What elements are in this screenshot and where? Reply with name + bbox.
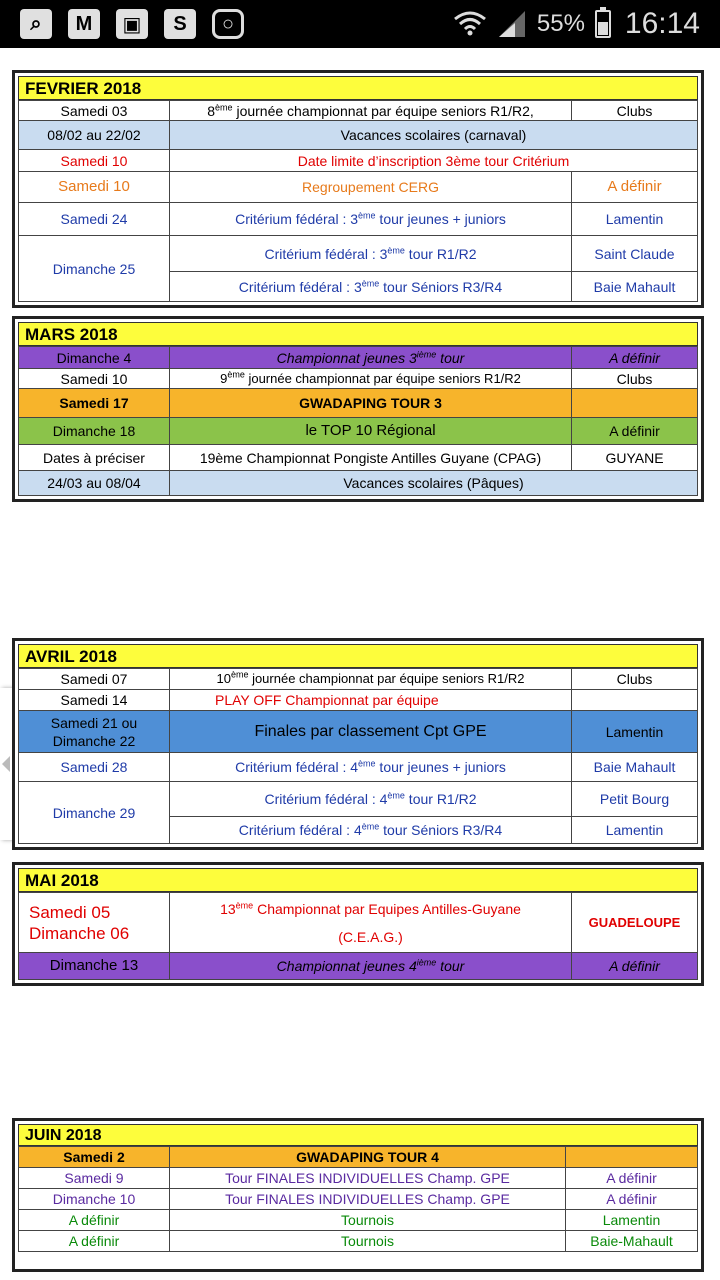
app-notification-icon: ⌕: [20, 9, 52, 39]
date-cell: Samedi 10: [19, 369, 170, 389]
month-title: FEVRIER 2018: [18, 76, 698, 100]
month-title: JUIN 2018: [18, 1124, 698, 1146]
event-cell: Critérium fédéral : 4ème tour Séniors R3/R4: [170, 817, 572, 844]
table-row: [19, 203, 698, 236]
table-row: [19, 1147, 698, 1168]
date-cell: Samedi 10: [19, 150, 170, 172]
event-cell: 10ème journée championnat par équipe seniors R1/R2: [170, 669, 572, 690]
table-row: [19, 172, 698, 203]
table-row: [19, 782, 698, 817]
table-row: [19, 711, 698, 753]
table-row: [19, 669, 698, 690]
date-cell: Dimanche 29: [19, 782, 170, 844]
event-cell: Regroupement CERG: [170, 172, 572, 203]
date-cell: Samedi 14: [19, 690, 170, 711]
location-cell: GUYANE: [572, 445, 698, 471]
location-cell: A définir: [566, 1168, 698, 1189]
event-cell: GWADAPING TOUR 3: [170, 389, 572, 418]
event-cell: Championnat jeunes 3ième tour: [170, 347, 572, 369]
location-cell: Clubs: [572, 101, 698, 121]
table-row: [19, 1189, 698, 1210]
date-cell: Dimanche 25: [19, 236, 170, 302]
event-cell: Vacances scolaires (Pâques): [170, 471, 698, 496]
table-row: [19, 445, 698, 471]
location-cell: A définir: [566, 1189, 698, 1210]
date-cell: Samedi 05 Dimanche 06: [19, 893, 170, 953]
event-cell: Tournois: [170, 1210, 566, 1231]
schedule-table: [18, 668, 698, 844]
date-cell: Samedi 07: [19, 669, 170, 690]
skype-icon: S: [164, 9, 196, 39]
date-cell: Dates à préciser: [19, 445, 170, 471]
month-block-june: [12, 1118, 704, 1272]
event-cell: Critérium fédéral : 3ème tour R1/R2: [170, 236, 572, 272]
event-cell: GWADAPING TOUR 4: [170, 1147, 566, 1168]
table-row: [19, 893, 698, 953]
date-cell: Dimanche 4: [19, 347, 170, 369]
location-cell: Baie-Mahault: [566, 1231, 698, 1252]
date-cell: Samedi 24: [19, 203, 170, 236]
event-cell: 8ème journée championnat par équipe seniors R1/R2,: [170, 101, 572, 121]
location-cell: Lamentin: [572, 817, 698, 844]
location-cell: Lamentin: [572, 203, 698, 236]
date-cell: A définir: [19, 1231, 170, 1252]
date-cell: Samedi 03: [19, 101, 170, 121]
date-cell: Dimanche 10: [19, 1189, 170, 1210]
location-cell: Saint Claude: [572, 236, 698, 272]
schedule-table: [18, 1146, 698, 1252]
date-cell: A définir: [19, 1210, 170, 1231]
event-cell: Date limite d’inscription 3ème tour Critérium: [170, 150, 698, 172]
location-cell: Lamentin: [566, 1210, 698, 1231]
table-row: [19, 690, 698, 711]
table-row: [19, 121, 698, 150]
schedule-table: [18, 346, 698, 496]
event-cell: 19ème Championnat Pongiste Antilles Guyane (CPAG): [170, 445, 572, 471]
location-cell: [572, 389, 698, 418]
month-title: MARS 2018: [18, 322, 698, 346]
battery-icon: [595, 10, 611, 38]
event-cell: Vacances scolaires (carnaval): [170, 121, 698, 150]
month-block-february: [12, 70, 704, 308]
gmail-icon: M: [68, 9, 100, 39]
date-cell: Dimanche 18: [19, 418, 170, 445]
signal-icon: [497, 9, 527, 39]
location-cell: Clubs: [572, 669, 698, 690]
location-cell: [572, 690, 698, 711]
table-row: [19, 1231, 698, 1252]
event-cell: 13ème Championnat par Equipes Antilles-Guyane (C.E.A.G.): [170, 893, 572, 953]
month-title: MAI 2018: [18, 868, 698, 892]
date-cell: Samedi 17: [19, 389, 170, 418]
event-cell: Championnat jeunes 4ième tour: [170, 953, 572, 980]
schedule-table: [18, 892, 698, 980]
date-cell: Samedi 9: [19, 1168, 170, 1189]
date-cell: Samedi 2: [19, 1147, 170, 1168]
status-bar: [0, 0, 720, 48]
date-cell: 08/02 au 22/02: [19, 121, 170, 150]
event-cell: Critérium fédéral : 4ème tour jeunes + juniors: [170, 753, 572, 782]
month-block-may: [12, 862, 704, 986]
table-row: [19, 418, 698, 445]
location-cell: Baie Mahault: [572, 272, 698, 302]
battery-percent: 55%: [536, 10, 585, 37]
event-cell: Finales par classement Cpt GPE: [170, 711, 572, 753]
event-cell: Critérium fédéral : 4ème tour R1/R2: [170, 782, 572, 817]
location-cell: A définir: [572, 418, 698, 445]
month-title: AVRIL 2018: [18, 644, 698, 668]
table-row: [19, 753, 698, 782]
table-row: [19, 953, 698, 980]
location-cell: [566, 1147, 698, 1168]
table-row: [19, 101, 698, 121]
month-block-march: [12, 316, 704, 502]
location-cell: A définir: [572, 347, 698, 369]
wifi-icon: [453, 9, 487, 39]
location-cell: Lamentin: [572, 711, 698, 753]
event-cell: Critérium fédéral : 3ème tour Séniors R3/R4: [170, 272, 572, 302]
table-row: [19, 389, 698, 418]
location-cell: A définir: [572, 953, 698, 980]
event-cell: Critérium fédéral : 3ème tour jeunes + juniors: [170, 203, 572, 236]
table-row: [19, 236, 698, 272]
table-row: [19, 1210, 698, 1231]
date-cell: Samedi 28: [19, 753, 170, 782]
table-row: [19, 347, 698, 369]
table-row: [19, 369, 698, 389]
date-cell: 24/03 au 08/04: [19, 471, 170, 496]
location-cell: Baie Mahault: [572, 753, 698, 782]
clock: 16:14: [624, 7, 700, 40]
event-cell: PLAY OFF Championnat par équipe: [170, 690, 572, 711]
month-block-april: [12, 638, 704, 850]
chevron-left-icon[interactable]: [2, 756, 10, 772]
location-cell: GUADELOUPE: [572, 893, 698, 953]
location-cell: A définir: [572, 172, 698, 203]
date-cell: Samedi 10: [19, 172, 170, 203]
event-cell: le TOP 10 Régional: [170, 418, 572, 445]
event-cell: 9ème journée championnat par équipe seniors R1/R2: [170, 369, 572, 389]
table-row: [19, 471, 698, 496]
table-row: [19, 1168, 698, 1189]
event-cell: Tour FINALES INDIVIDUELLES Champ. GPE: [170, 1168, 566, 1189]
schedule-table: [18, 100, 698, 302]
event-cell: Tour FINALES INDIVIDUELLES Champ. GPE: [170, 1189, 566, 1210]
instagram-icon: ○: [212, 9, 244, 39]
location-cell: Clubs: [572, 369, 698, 389]
event-cell: Tournois: [170, 1231, 566, 1252]
gallery-icon: ▣: [116, 9, 148, 39]
location-cell: Petit Bourg: [572, 782, 698, 817]
table-row: [19, 150, 698, 172]
date-cell: Samedi 21 ou Dimanche 22: [19, 711, 170, 753]
date-cell: Dimanche 13: [19, 953, 170, 980]
